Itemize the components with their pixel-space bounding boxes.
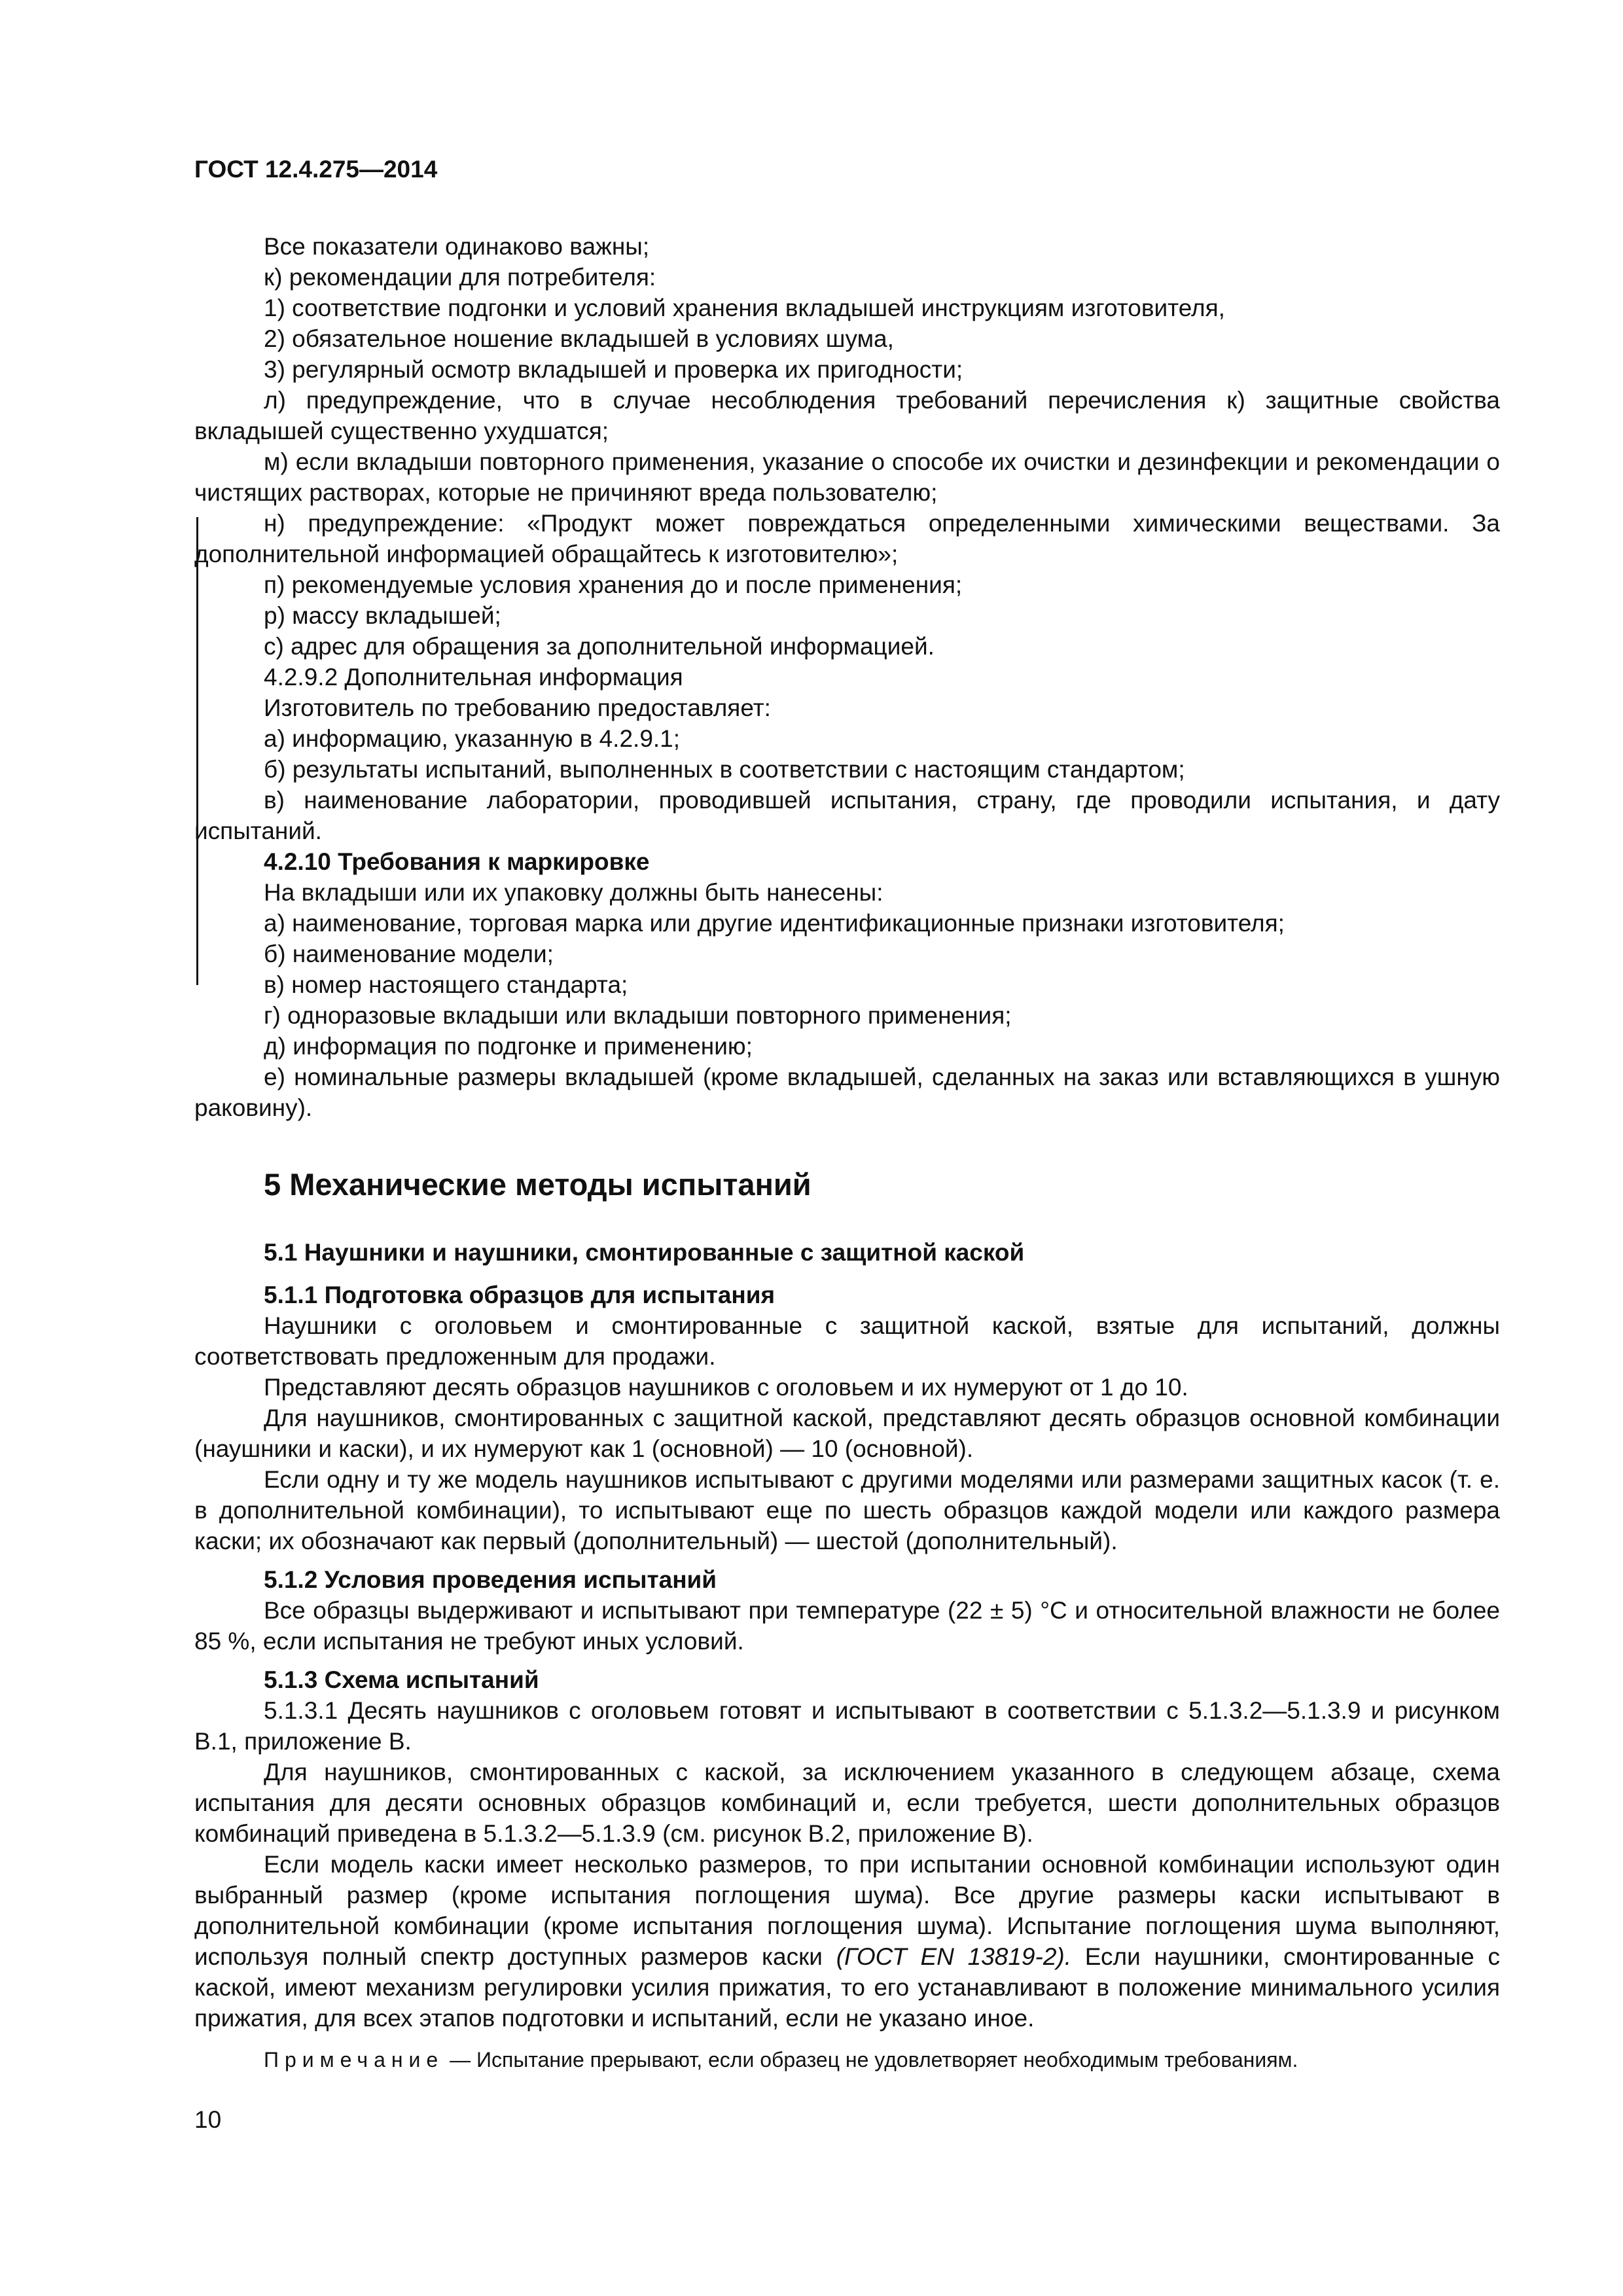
paragraph: Наушники с оголовьем и смонтированные с защитной каской, взятые для испытаний, должны соответствовать предложенным для продажи. xyxy=(194,1312,1500,1370)
list-item: е) номинальные размеры вкладышей (кроме вкладышей, сделанных на заказ или вставляющихся в ушную раковину). xyxy=(194,1064,1500,1121)
paragraph: На вкладыши или их упаковку должны быть нанесены: xyxy=(264,879,883,906)
list-item: б) результаты испытаний, выполненных в соответствии с настоящим стандартом; xyxy=(264,756,1185,783)
list-item: 2) обязательное ношение вкладышей в условиях шума, xyxy=(264,325,894,352)
document-header: ГОСТ 12.4.275—2014 xyxy=(194,156,438,183)
list-item: п) рекомендуемые условия хранения до и после применения; xyxy=(264,571,963,598)
list-item: с) адрес для обращения за дополнительной информацией. xyxy=(264,633,935,660)
note-text: — Испытание прерывают, если образец не удовлетворяет необходимым требованиям. xyxy=(450,2048,1298,2072)
paragraph xyxy=(194,1849,1500,2034)
paragraph-text: Если наушники, смонтированные с каской, имеют механизм регулировки усилия прижатия, то его устанавливают в положение минимального усилия прижатия, для всех этапов подготовки и испытаний, если не указано иное. xyxy=(194,1943,1500,2032)
list-item: 1) соответствие подгонки и условий хранения вкладышей инструкциям изготовителя, xyxy=(264,295,1225,321)
list-item: к) рекомендации для потребителя: xyxy=(264,264,656,291)
clause-title: 5.1.3 Схема испытаний xyxy=(264,1666,539,1693)
list-item: в) наименование лаборатории, проводившей испытания, страну, где проводили испытания, и дату испытаний. xyxy=(194,787,1500,844)
paragraph: Представляют десять образцов наушников с оголовьем и их нумеруют от 1 до 10. xyxy=(264,1374,1188,1401)
document-page xyxy=(194,157,1500,2074)
paragraph: 5.1.3.1 Десять наушников с оголовьем готовят и испытывают в соответствии с 5.1.3.2—5.1.3.9 и рисунком В.1, приложение В. xyxy=(194,1697,1500,1755)
list-item: л) предупреждение, что в случае несоблюдения требований перечисления к) защитные свойства вкладышей существенно ухудшатся; xyxy=(194,387,1500,444)
paragraph: Все показатели одинаково важны; xyxy=(264,233,650,260)
list-item: 3) регулярный осмотр вкладышей и проверка их пригодности; xyxy=(264,356,963,383)
paragraph: Все образцы выдерживают и испытывают при температуре (22 ± 5) °С и относительной влажности не более 85 %, если испытания не требуют иных условий. xyxy=(194,1597,1500,1655)
list-item: а) информацию, указанную в 4.2.9.1; xyxy=(264,725,681,752)
note-label: Примечание xyxy=(264,2048,444,2072)
subclause-title: 4.2.9.2 Дополнительная информация xyxy=(264,664,683,691)
clause-title: 5.1.1 Подготовка образцов для испытания xyxy=(264,1282,776,1308)
paragraph: Для наушников, смонтированных с защитной каской, представляют десять образцов основной комбинации (наушники и каски), и их нумеруют как 1 (основной) — 10 (основной). xyxy=(194,1405,1500,1462)
paragraph: Изготовитель по требованию предоставляет: xyxy=(264,694,771,721)
note xyxy=(194,2045,1500,2074)
list-item: в) номер настоящего стандарта; xyxy=(264,971,628,998)
section-title: 5 Механические методы испытаний xyxy=(264,1167,812,1202)
paragraph: Для наушников, смонтированных с каской, за исключением указанного в следующем абзаце, схема испытания для десяти основных образцов комбинаций и, если требуется, шести дополнительных образцов комбинаций приведена в 5.1.3.2—5.1.3.9 (см. рисунок В.2, приложение В). xyxy=(194,1759,1500,1847)
standard-reference: (ГОСТ EN 13819-2). xyxy=(836,1943,1071,1970)
list-item: н) предупреждение: «Продукт может повреждаться определенными химическими веществами. За дополнительной информацией обращайтесь к изготовителю»; xyxy=(194,510,1500,567)
list-item: м) если вкладыши повторного применения, указание о способе их очистки и дезинфекции и рекомендации о чистящих растворах, которые не причиняют вреда пользователю; xyxy=(194,448,1500,506)
list-item: б) наименование модели; xyxy=(264,941,554,967)
list-item: а) наименование, торговая марка или другие идентификационные признаки изготовителя; xyxy=(264,910,1285,937)
list-item: г) одноразовые вкладыши или вкладыши повторного применения; xyxy=(264,1002,1012,1029)
clause-title: 4.2.10 Требования к маркировке xyxy=(264,848,650,875)
list-item: д) информация по подгонке и применению; xyxy=(264,1033,753,1060)
paragraph-text: Если модель каски имеет несколько размеров, то при испытании основной комбинации используют один выбранный размер (кроме испытания поглощения шума). Все другие размеры каски испытывают в дополнительной комбинации (кроме испытания поглощения шума). Испытание поглощения шума выполняют, используя полный спектр доступных размеров каски xyxy=(194,1851,1500,1970)
clause-title: 5.1.2 Условия проведения испытаний xyxy=(264,1566,717,1593)
subsection-title: 5.1 Наушники и наушники, смонтированные с защитной каской xyxy=(264,1239,1025,1266)
paragraph: Если одну и ту же модель наушников испытывают с другими моделями или размерами защитных касок (т. е. в дополнительной комбинации), то испытывают еще по шесть образцов каждой модели или каждого размера каски; их обозначают как первый (дополнительный) — шестой (дополнительный). xyxy=(194,1466,1500,1554)
list-item: р) массу вкладышей; xyxy=(264,602,501,629)
page-number: 10 xyxy=(194,2106,222,2133)
